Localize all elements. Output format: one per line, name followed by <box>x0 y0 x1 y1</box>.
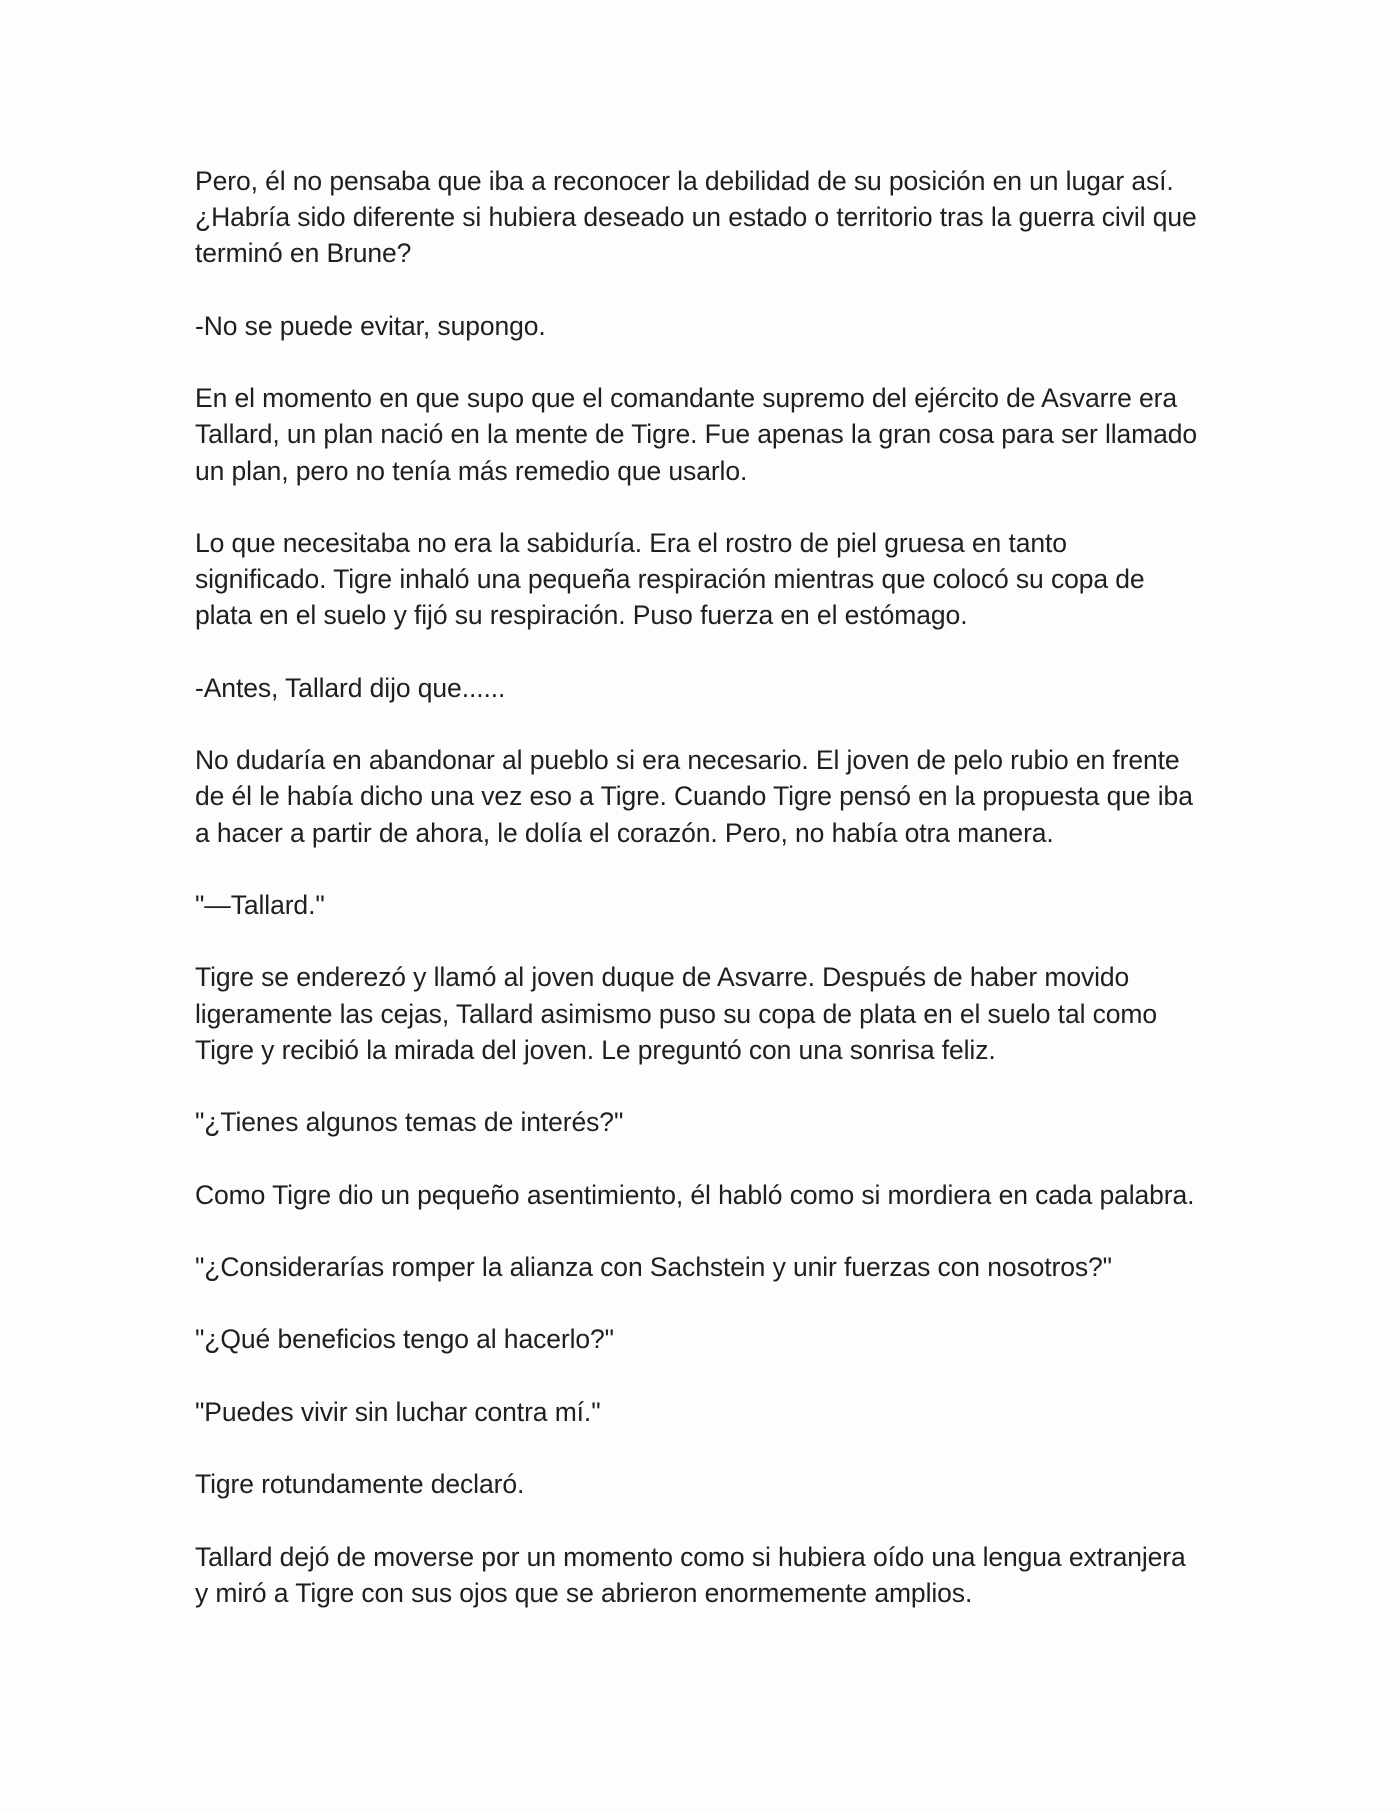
paragraph: Tigre se enderezó y llamó al joven duque de Asvarre. Después de haber movido ligeramente las cejas, Tallard asimismo puso su copa de plata en el suelo tal como Tigre y recibió la mirada del joven. Le preguntó con una sonrisa feliz. <box>195 962 1158 1065</box>
paragraph: Como Tigre dio un pequeño asentimiento, él habló como si mordiera en cada palabra. <box>195 1179 1195 1210</box>
paragraph: Lo que necesitaba no era la sabiduría. Era el rostro de piel gruesa en tanto significado. Tigre inhaló una pequeña respiración mientras que colocó su copa de plata en el suelo y fijó su respiración. Puso fuerza en el estómago. <box>195 527 1145 631</box>
paragraph: "—Tallard." <box>195 889 325 920</box>
paragraph: "¿Considerarías romper la alianza con Sachstein y unir fuerzas con nosotros?" <box>195 1251 1112 1282</box>
paragraph: "¿Tienes algunos temas de interés?" <box>195 1107 624 1138</box>
paragraph: "¿Qué beneficios tengo al hacerlo?" <box>195 1324 614 1355</box>
paragraph: Tallard dejó de moverse por un momento como si hubiera oído una lengua extranjera y miró a Tigre con sus ojos que se abrieron enormemente amplios. <box>195 1541 1186 1608</box>
paragraph: -No se puede evitar, supongo. <box>195 310 546 341</box>
paragraph: En el momento en que supo que el comandante supremo del ejército de Asvarre era Tallard, un plan nació en la mente de Tigre. Fue apenas la gran cosa para ser llamado un plan, pero no tenía más remedio que usarlo. <box>195 383 1198 486</box>
document-body <box>195 163 1205 1647</box>
paragraph: -Antes, Tallard dijo que...... <box>195 672 506 703</box>
paragraph: No dudaría en abandonar al pueblo si era necesario. El joven de pelo rubio en frente de él le había dicho una vez eso a Tigre. Cuando Tigre pensó en la propuesta que iba a hacer a partir de ahora, le dolía el corazón. Pero, no había otra manera. <box>195 745 1193 848</box>
paragraph: Pero, él no pensaba que iba a reconocer la debilidad de su posición en un lugar así. ¿Habría sido diferente si hubiera deseado un estado o territorio tras la guerra civil que terminó en Brune? <box>195 166 1197 269</box>
paragraph: Tigre rotundamente declaró. <box>195 1469 525 1500</box>
paragraph: "Puedes vivir sin luchar contra mí." <box>195 1396 601 1427</box>
